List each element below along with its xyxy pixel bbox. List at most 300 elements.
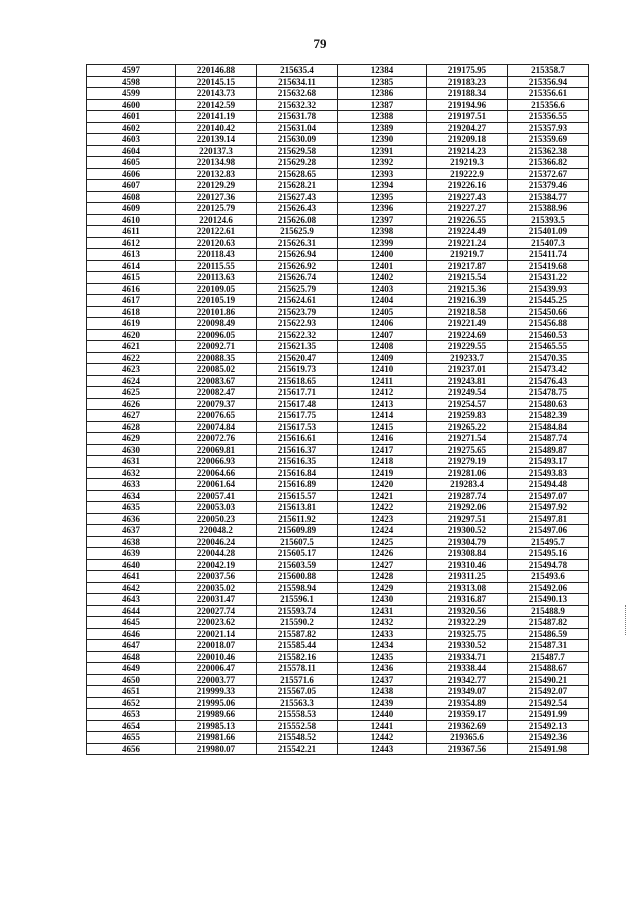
cell-point-id-2: 12435	[338, 651, 427, 663]
cell-x-coordinate: 220118.43	[176, 249, 257, 261]
cell-point-id: 4630	[87, 444, 176, 456]
cell-x-coordinate: 220044.28	[176, 548, 257, 560]
cell-point-id: 4625	[87, 387, 176, 399]
cell-x-coordinate-2: 219215.36	[427, 283, 508, 295]
cell-point-id: 4626	[87, 398, 176, 410]
table-row	[87, 479, 589, 491]
cell-point-id-2: 12412	[338, 387, 427, 399]
table-row	[87, 180, 589, 192]
cell-y-coordinate-2: 215358.7	[508, 65, 589, 77]
table-row	[87, 375, 589, 387]
cell-x-coordinate-2: 219292.06	[427, 502, 508, 514]
cell-y-coordinate: 215626.92	[257, 260, 338, 272]
cell-point-id: 4622	[87, 352, 176, 364]
table-row	[87, 272, 589, 284]
table-row	[87, 65, 589, 77]
table-row	[87, 444, 589, 456]
cell-x-coordinate-2: 219249.54	[427, 387, 508, 399]
cell-x-coordinate-2: 219265.22	[427, 421, 508, 433]
cell-y-coordinate: 215578.11	[257, 663, 338, 675]
cell-y-coordinate-2: 215372.67	[508, 168, 589, 180]
cell-point-id-2: 12418	[338, 456, 427, 468]
coordinates-table-body	[87, 65, 589, 755]
cell-x-coordinate-2: 219215.54	[427, 272, 508, 284]
cell-y-coordinate: 215542.21	[257, 743, 338, 755]
table-row	[87, 134, 589, 146]
cell-point-id-2: 12392	[338, 157, 427, 169]
cell-point-id-2: 12386	[338, 88, 427, 100]
cell-point-id-2: 12398	[338, 226, 427, 238]
cell-x-coordinate: 220046.24	[176, 536, 257, 548]
cell-point-id-2: 12432	[338, 617, 427, 629]
cell-x-coordinate-2: 219194.96	[427, 99, 508, 111]
cell-point-id: 4616	[87, 283, 176, 295]
cell-x-coordinate: 220113.63	[176, 272, 257, 284]
cell-x-coordinate-2: 219204.27	[427, 122, 508, 134]
cell-y-coordinate-2: 215362.38	[508, 145, 589, 157]
cell-y-coordinate-2: 215492.07	[508, 686, 589, 698]
cell-point-id-2: 12393	[338, 168, 427, 180]
cell-point-id-2: 12396	[338, 203, 427, 215]
cell-y-coordinate-2: 215492.36	[508, 732, 589, 744]
cell-y-coordinate: 215627.43	[257, 191, 338, 203]
cell-point-id: 4600	[87, 99, 176, 111]
table-row	[87, 617, 589, 629]
table-row	[87, 674, 589, 686]
table-row	[87, 686, 589, 698]
table-row	[87, 168, 589, 180]
table-row	[87, 502, 589, 514]
cell-point-id: 4628	[87, 421, 176, 433]
cell-point-id: 4640	[87, 559, 176, 571]
page-number: 79	[313, 36, 327, 51]
table-row	[87, 249, 589, 261]
cell-x-coordinate-2: 219188.34	[427, 88, 508, 100]
table-row	[87, 697, 589, 709]
cell-x-coordinate: 219999.33	[176, 686, 257, 698]
cell-point-id-2: 12402	[338, 272, 427, 284]
cell-point-id: 4604	[87, 145, 176, 157]
cell-y-coordinate: 215611.92	[257, 513, 338, 525]
cell-x-coordinate-2: 219283.4	[427, 479, 508, 491]
cell-x-coordinate-2: 219219.7	[427, 249, 508, 261]
cell-x-coordinate: 220048.2	[176, 525, 257, 537]
cell-y-coordinate: 215558.53	[257, 709, 338, 721]
cell-point-id: 4612	[87, 237, 176, 249]
cell-y-coordinate-2: 215356.94	[508, 76, 589, 88]
cell-point-id: 4649	[87, 663, 176, 675]
cell-y-coordinate-2: 215450.66	[508, 306, 589, 318]
cell-point-id: 4656	[87, 743, 176, 755]
cell-point-id: 4639	[87, 548, 176, 560]
table-row	[87, 191, 589, 203]
cell-x-coordinate: 220064.66	[176, 467, 257, 479]
cell-x-coordinate-2: 219227.43	[427, 191, 508, 203]
table-row	[87, 582, 589, 594]
cell-x-coordinate: 220037.56	[176, 571, 257, 583]
cell-y-coordinate-2: 215411.74	[508, 249, 589, 261]
cell-y-coordinate-2: 215490.21	[508, 674, 589, 686]
cell-point-id: 4611	[87, 226, 176, 238]
cell-y-coordinate-2: 215493.83	[508, 467, 589, 479]
cell-point-id: 4646	[87, 628, 176, 640]
cell-x-coordinate: 220050.23	[176, 513, 257, 525]
cell-point-id: 4635	[87, 502, 176, 514]
table-row	[87, 525, 589, 537]
cell-y-coordinate: 215590.2	[257, 617, 338, 629]
cell-y-coordinate-2: 215359.69	[508, 134, 589, 146]
table-row	[87, 398, 589, 410]
cell-x-coordinate: 220115.55	[176, 260, 257, 272]
cell-point-id-2: 12416	[338, 433, 427, 445]
cell-point-id-2: 12399	[338, 237, 427, 249]
cell-point-id-2: 12407	[338, 329, 427, 341]
table-row	[87, 433, 589, 445]
cell-y-coordinate: 215626.94	[257, 249, 338, 261]
cell-x-coordinate-2: 219322.29	[427, 617, 508, 629]
cell-point-id-2: 12388	[338, 111, 427, 123]
cell-point-id-2: 12391	[338, 145, 427, 157]
table-row	[87, 628, 589, 640]
cell-point-id: 4607	[87, 180, 176, 192]
cell-x-coordinate-2: 219221.49	[427, 318, 508, 330]
cell-x-coordinate: 220109.05	[176, 283, 257, 295]
cell-y-coordinate: 215587.82	[257, 628, 338, 640]
cell-point-id-2: 12428	[338, 571, 427, 583]
cell-point-id-2: 12424	[338, 525, 427, 537]
cell-y-coordinate-2: 215491.99	[508, 709, 589, 721]
cell-y-coordinate: 215615.57	[257, 490, 338, 502]
cell-point-id: 4644	[87, 605, 176, 617]
cell-point-id: 4641	[87, 571, 176, 583]
table-row	[87, 122, 589, 134]
cell-x-coordinate: 219995.06	[176, 697, 257, 709]
cell-point-id: 4621	[87, 341, 176, 353]
cell-point-id: 4637	[87, 525, 176, 537]
table-row	[87, 99, 589, 111]
cell-x-coordinate: 220076.65	[176, 410, 257, 422]
cell-x-coordinate: 220021.14	[176, 628, 257, 640]
cell-x-coordinate-2: 219224.49	[427, 226, 508, 238]
cell-y-coordinate-2: 215488.67	[508, 663, 589, 675]
cell-x-coordinate-2: 219237.01	[427, 364, 508, 376]
cell-point-id: 4606	[87, 168, 176, 180]
cell-x-coordinate-2: 219365.6	[427, 732, 508, 744]
cell-y-coordinate: 215620.47	[257, 352, 338, 364]
cell-y-coordinate: 215628.65	[257, 168, 338, 180]
cell-x-coordinate-2: 219219.3	[427, 157, 508, 169]
cell-point-id: 4653	[87, 709, 176, 721]
cell-x-coordinate: 219985.13	[176, 720, 257, 732]
cell-y-coordinate: 215626.43	[257, 203, 338, 215]
table-row	[87, 145, 589, 157]
cell-x-coordinate-2: 219209.18	[427, 134, 508, 146]
cell-x-coordinate: 220146.88	[176, 65, 257, 77]
table-row	[87, 88, 589, 100]
cell-point-id: 4645	[87, 617, 176, 629]
cell-point-id-2: 12442	[338, 732, 427, 744]
cell-x-coordinate: 220092.71	[176, 341, 257, 353]
cell-x-coordinate: 220125.79	[176, 203, 257, 215]
cell-x-coordinate: 220096.05	[176, 329, 257, 341]
cell-y-coordinate: 215605.17	[257, 548, 338, 560]
cell-point-id-2: 12440	[338, 709, 427, 721]
cell-point-id-2: 12403	[338, 283, 427, 295]
cell-y-coordinate: 215619.73	[257, 364, 338, 376]
table-row	[87, 720, 589, 732]
cell-y-coordinate: 215626.08	[257, 214, 338, 226]
table-row	[87, 111, 589, 123]
cell-y-coordinate: 215626.74	[257, 272, 338, 284]
cell-x-coordinate: 220105.19	[176, 295, 257, 307]
cell-point-id: 4638	[87, 536, 176, 548]
cell-x-coordinate: 220042.19	[176, 559, 257, 571]
cell-x-coordinate-2: 219229.55	[427, 341, 508, 353]
cell-y-coordinate-2: 215492.54	[508, 697, 589, 709]
cell-x-coordinate: 220124.6	[176, 214, 257, 226]
cell-x-coordinate-2: 219330.52	[427, 640, 508, 652]
cell-point-id: 4642	[87, 582, 176, 594]
cell-point-id-2: 12427	[338, 559, 427, 571]
table-row	[87, 594, 589, 606]
cell-point-id: 4599	[87, 88, 176, 100]
cell-y-coordinate-2: 215487.82	[508, 617, 589, 629]
cell-point-id-2: 12404	[338, 295, 427, 307]
cell-point-id: 4619	[87, 318, 176, 330]
cell-point-id: 4598	[87, 76, 176, 88]
cell-x-coordinate-2: 219226.16	[427, 180, 508, 192]
table-row	[87, 352, 589, 364]
cell-x-coordinate: 220061.64	[176, 479, 257, 491]
cell-point-id: 4603	[87, 134, 176, 146]
cell-x-coordinate-2: 219217.87	[427, 260, 508, 272]
cell-point-id-2: 12415	[338, 421, 427, 433]
table-row	[87, 663, 589, 675]
cell-y-coordinate-2: 215495.7	[508, 536, 589, 548]
cell-y-coordinate-2: 215484.84	[508, 421, 589, 433]
table-row	[87, 157, 589, 169]
cell-point-id-2: 12387	[338, 99, 427, 111]
cell-point-id: 4620	[87, 329, 176, 341]
cell-y-coordinate-2: 215388.96	[508, 203, 589, 215]
table-row	[87, 513, 589, 525]
cell-x-coordinate: 220057.41	[176, 490, 257, 502]
cell-y-coordinate: 215622.93	[257, 318, 338, 330]
cell-y-coordinate: 215617.75	[257, 410, 338, 422]
cell-point-id: 4636	[87, 513, 176, 525]
table-row	[87, 467, 589, 479]
cell-y-coordinate-2: 215478.75	[508, 387, 589, 399]
cell-point-id-2: 12408	[338, 341, 427, 353]
cell-point-id: 4610	[87, 214, 176, 226]
cell-x-coordinate-2: 219243.81	[427, 375, 508, 387]
cell-x-coordinate-2: 219222.9	[427, 168, 508, 180]
cell-x-coordinate: 220142.59	[176, 99, 257, 111]
cell-y-coordinate: 215548.52	[257, 732, 338, 744]
cell-point-id-2: 12410	[338, 364, 427, 376]
cell-x-coordinate: 220010.46	[176, 651, 257, 663]
cell-x-coordinate: 220066.93	[176, 456, 257, 468]
cell-y-coordinate: 215603.59	[257, 559, 338, 571]
cell-point-id-2: 12429	[338, 582, 427, 594]
cell-point-id-2: 12423	[338, 513, 427, 525]
cell-x-coordinate: 220141.19	[176, 111, 257, 123]
cell-y-coordinate-2: 215356.61	[508, 88, 589, 100]
table-row	[87, 456, 589, 468]
cell-x-coordinate-2: 219367.56	[427, 743, 508, 755]
cell-point-id-2: 12390	[338, 134, 427, 146]
table-row	[87, 226, 589, 238]
cell-point-id-2: 12441	[338, 720, 427, 732]
cell-x-coordinate: 220031.47	[176, 594, 257, 606]
cell-y-coordinate-2: 215480.63	[508, 398, 589, 410]
cell-y-coordinate-2: 215407.3	[508, 237, 589, 249]
table-row	[87, 548, 589, 560]
cell-x-coordinate-2: 219320.56	[427, 605, 508, 617]
cell-x-coordinate: 220074.84	[176, 421, 257, 433]
cell-y-coordinate-2: 215490.13	[508, 594, 589, 606]
cell-y-coordinate: 215617.71	[257, 387, 338, 399]
cell-x-coordinate: 220085.02	[176, 364, 257, 376]
cell-y-coordinate-2: 215489.87	[508, 444, 589, 456]
cell-x-coordinate: 220143.73	[176, 88, 257, 100]
cell-point-id-2: 12401	[338, 260, 427, 272]
cell-x-coordinate: 220035.02	[176, 582, 257, 594]
table-row	[87, 571, 589, 583]
table-row	[87, 364, 589, 376]
cell-point-id-2: 12413	[338, 398, 427, 410]
cell-x-coordinate-2: 219338.44	[427, 663, 508, 675]
cell-x-coordinate: 220127.36	[176, 191, 257, 203]
cell-point-id: 4648	[87, 651, 176, 663]
cell-point-id-2: 12395	[338, 191, 427, 203]
cell-x-coordinate: 220088.35	[176, 352, 257, 364]
cell-x-coordinate-2: 219297.51	[427, 513, 508, 525]
cell-x-coordinate-2: 219342.77	[427, 674, 508, 686]
cell-x-coordinate: 220083.67	[176, 375, 257, 387]
cell-point-id: 4633	[87, 479, 176, 491]
cell-x-coordinate-2: 219275.65	[427, 444, 508, 456]
cell-y-coordinate: 215635.4	[257, 65, 338, 77]
cell-y-coordinate: 215628.21	[257, 180, 338, 192]
cell-y-coordinate-2: 215366.82	[508, 157, 589, 169]
cell-point-id: 4632	[87, 467, 176, 479]
cell-point-id-2: 12405	[338, 306, 427, 318]
cell-x-coordinate-2: 219304.79	[427, 536, 508, 548]
cell-x-coordinate-2: 219197.51	[427, 111, 508, 123]
table-row	[87, 214, 589, 226]
cell-y-coordinate: 215582.16	[257, 651, 338, 663]
table-row	[87, 318, 589, 330]
table-row	[87, 421, 589, 433]
cell-point-id: 4654	[87, 720, 176, 732]
cell-point-id-2: 12419	[338, 467, 427, 479]
cell-y-coordinate: 215616.35	[257, 456, 338, 468]
cell-y-coordinate: 215616.84	[257, 467, 338, 479]
cell-point-id-2: 12437	[338, 674, 427, 686]
cell-y-coordinate: 215623.79	[257, 306, 338, 318]
cell-y-coordinate: 215632.32	[257, 99, 338, 111]
cell-y-coordinate-2: 215470.35	[508, 352, 589, 364]
cell-point-id: 4643	[87, 594, 176, 606]
cell-x-coordinate: 220027.74	[176, 605, 257, 617]
cell-y-coordinate: 215616.37	[257, 444, 338, 456]
cell-y-coordinate-2: 215492.13	[508, 720, 589, 732]
cell-y-coordinate: 215616.89	[257, 479, 338, 491]
cell-x-coordinate: 220069.81	[176, 444, 257, 456]
cell-point-id: 4627	[87, 410, 176, 422]
cell-y-coordinate-2: 215486.59	[508, 628, 589, 640]
cell-y-coordinate: 215567.05	[257, 686, 338, 698]
cell-point-id-2: 12394	[338, 180, 427, 192]
cell-x-coordinate-2: 219271.54	[427, 433, 508, 445]
table-row	[87, 283, 589, 295]
cell-y-coordinate: 215631.04	[257, 122, 338, 134]
cell-y-coordinate: 215626.31	[257, 237, 338, 249]
cell-x-coordinate: 220132.83	[176, 168, 257, 180]
table-row	[87, 329, 589, 341]
table-row	[87, 559, 589, 571]
cell-y-coordinate: 215634.11	[257, 76, 338, 88]
table-row	[87, 237, 589, 249]
table-row	[87, 203, 589, 215]
cell-y-coordinate-2: 215497.06	[508, 525, 589, 537]
cell-point-id-2: 12438	[338, 686, 427, 698]
cell-point-id: 4623	[87, 364, 176, 376]
cell-point-id-2: 12426	[338, 548, 427, 560]
cell-x-coordinate-2: 219216.39	[427, 295, 508, 307]
cell-y-coordinate: 215596.1	[257, 594, 338, 606]
cell-y-coordinate-2: 215494.48	[508, 479, 589, 491]
cell-x-coordinate-2: 219221.24	[427, 237, 508, 249]
table-row	[87, 743, 589, 755]
table-row	[87, 260, 589, 272]
cell-point-id-2: 12417	[338, 444, 427, 456]
cell-point-id: 4615	[87, 272, 176, 284]
cell-x-coordinate-2: 219349.07	[427, 686, 508, 698]
cell-point-id: 4601	[87, 111, 176, 123]
cell-x-coordinate: 220101.86	[176, 306, 257, 318]
cell-point-id: 4618	[87, 306, 176, 318]
cell-y-coordinate: 215552.58	[257, 720, 338, 732]
cell-x-coordinate: 220006.47	[176, 663, 257, 675]
cell-x-coordinate-2: 219287.74	[427, 490, 508, 502]
table-row	[87, 306, 589, 318]
cell-x-coordinate: 220003.77	[176, 674, 257, 686]
cell-y-coordinate: 215629.28	[257, 157, 338, 169]
table-row	[87, 640, 589, 652]
margin-mark	[625, 605, 628, 635]
cell-y-coordinate: 215617.48	[257, 398, 338, 410]
cell-x-coordinate-2: 219354.89	[427, 697, 508, 709]
table-row	[87, 605, 589, 617]
cell-x-coordinate: 220139.14	[176, 134, 257, 146]
cell-y-coordinate: 215607.5	[257, 536, 338, 548]
cell-point-id: 4613	[87, 249, 176, 261]
cell-x-coordinate-2: 219233.7	[427, 352, 508, 364]
table-row	[87, 341, 589, 353]
table-row	[87, 490, 589, 502]
cell-x-coordinate-2: 219362.69	[427, 720, 508, 732]
cell-y-coordinate: 215629.58	[257, 145, 338, 157]
table-row	[87, 651, 589, 663]
cell-x-coordinate: 220137.3	[176, 145, 257, 157]
cell-point-id-2: 12431	[338, 605, 427, 617]
cell-y-coordinate: 215593.74	[257, 605, 338, 617]
cell-x-coordinate-2: 219311.25	[427, 571, 508, 583]
cell-y-coordinate-2: 215379.46	[508, 180, 589, 192]
cell-y-coordinate: 215621.35	[257, 341, 338, 353]
